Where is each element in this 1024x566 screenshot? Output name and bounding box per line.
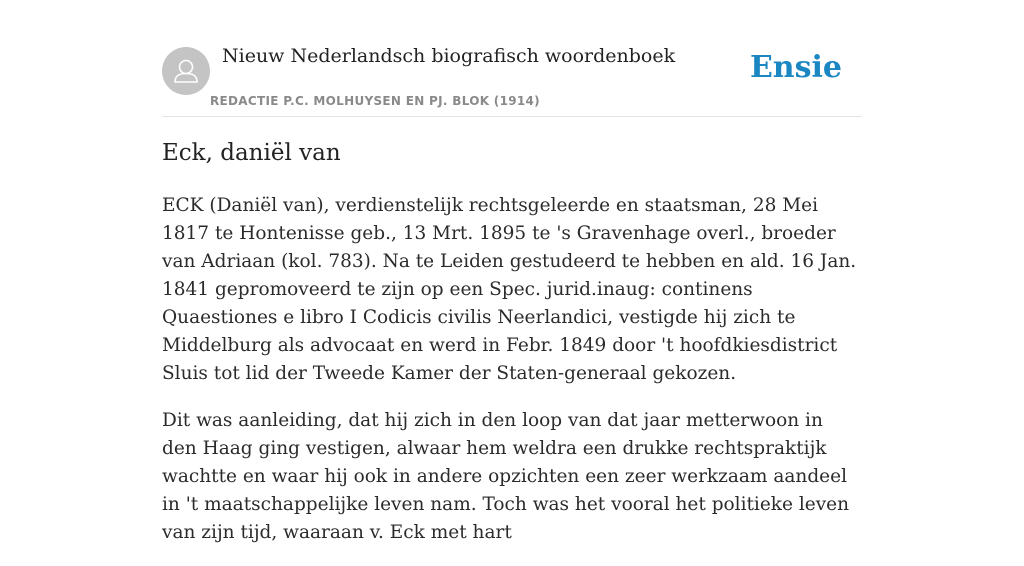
user-silhouette-icon: [162, 47, 210, 95]
entry-title: Eck, daniël van: [162, 140, 341, 166]
source-title[interactable]: Nieuw Nederlandsch biografisch woordenboek: [222, 45, 676, 67]
body-paragraph: ECK (Daniël van), verdienstelijk rechtsgeleerde en staatsman, 28 Mei 1817 te Hontenisse geb., 13 Mrt. 1895 te 's Gravenhage overl., broeder van Adriaan (kol. 783). Na te Leiden gestudeerd te hebben en ald. 16 Jan. 1841 gepromoveerd te zijn op een Spec. jurid.inaug: continens Quaestiones e libro I Codicis civilis Neerlandici, vestigde hij zich te Middelburg als advocaat en werd in Febr. 1849 door 't hoofdkiesdistrict Sluis tot lid der Tweede Kamer der Staten-generaal gekozen.: [162, 195, 857, 384]
entry-body: [162, 192, 862, 566]
body-paragraph: Dit was aanleiding, dat hij zich in den loop van dat jaar metterwoon in den Haag ging vestigen, alwaar hem weldra een drukke rechtspraktijk wachtte en waar hij ook in andere opzichten een zeer werkzaam aandeel in 't maatschappelijke leven nam. Toch was het vooral het politieke leven van zijn tijd, waaraan v. Eck met hart: [162, 410, 850, 543]
ensie-logo[interactable]: Ensie: [749, 50, 842, 85]
source-subtitle: REDACTIE P.C. MOLHUYSEN EN PJ. BLOK (1914): [210, 94, 540, 108]
source-header: [162, 0, 862, 117]
avatar[interactable]: [162, 47, 210, 95]
